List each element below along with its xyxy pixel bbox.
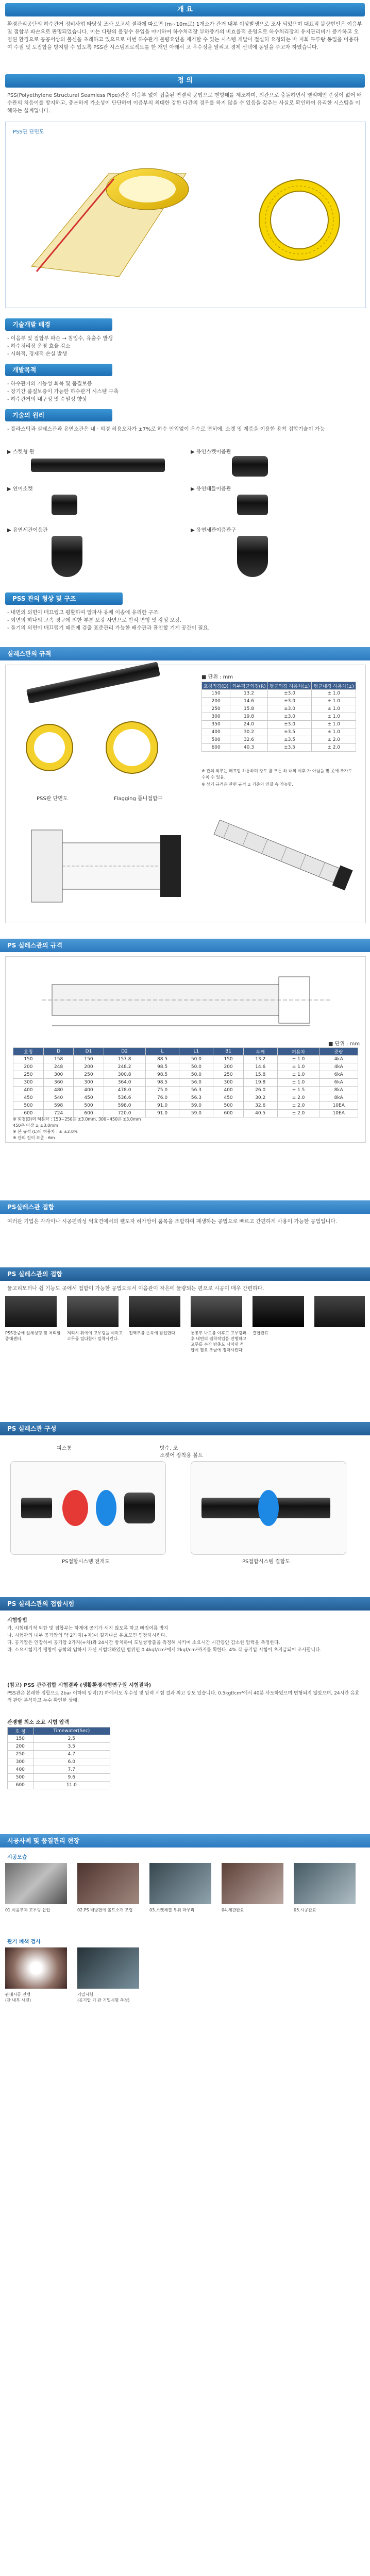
spec1-title: 실레스관의 규격 (0, 647, 370, 660)
table-cell: ± 2.0 (277, 1094, 319, 1102)
spec1-note: ※ 관의 외부는 매끄럽 하통하며 강도 를 모든 하 내외 이후 가 아님을 몇 곳에 추가로 수록 수 있음. (201, 769, 352, 779)
exploded-view (10, 1461, 166, 1555)
table-cell: 50.0 (179, 1063, 213, 1071)
table-cell: 91.0 (145, 1102, 179, 1110)
spec1-elevation-drawing (21, 815, 191, 912)
table-row (8, 1774, 110, 1782)
table-row (202, 713, 356, 721)
table-cell: 50.0 (179, 1056, 213, 1063)
definition-title: 정 의 (5, 74, 365, 88)
table-cell: 6kA (319, 1071, 358, 1079)
table-cell: 450 (74, 1094, 104, 1102)
table-cell: 600 (8, 1782, 33, 1789)
table-cell: ±3.5 (267, 736, 312, 744)
pss-pipe-illustration (16, 143, 201, 297)
table-cell: 75.0 (145, 1087, 179, 1094)
table-cell: 19.8 (230, 713, 267, 721)
principle-intro: - 플라스틱과 실레스관과 유연소관은 내 · 외경 허용오차가 ±7%로 하수 인입없이 우수로 면허에, 소켓 및 제품을 이용한 용착 접합기술이 가능 (7, 427, 325, 432)
spec2-table (13, 1047, 358, 1117)
table-cell: 50.0 (179, 1071, 213, 1079)
principle-label: ▶ 유연세관이음관 (7, 528, 48, 533)
field-caption: 01.이음부제 고무링 삽입 (5, 1908, 51, 1912)
table-cell: 19.8 (243, 1079, 277, 1087)
table-cell: ± 2.0 (312, 744, 356, 752)
table-cell: 11.0 (33, 1782, 110, 1789)
principle-label: ▶ 스켓형 관 (7, 449, 35, 455)
table-row (202, 736, 356, 744)
col-header: 두께 (243, 1048, 277, 1056)
table-cell: ± 1.0 (312, 698, 356, 705)
field-photos-1 (5, 1863, 365, 1925)
table-cell: ±3.5 (267, 744, 312, 752)
field-caption: 04.세관완료 (222, 1908, 244, 1912)
table-cell: 88.5 (145, 1056, 179, 1063)
assembled-band (258, 1490, 279, 1526)
component-title: PS 실레스관 구성 (0, 1422, 370, 1435)
step-caption: 저리시 뒤에에 고무링을 이미고 고무를 밀다함아 밀착시킨다. (67, 1331, 123, 1341)
table-cell: 14.6 (230, 698, 267, 705)
pss-pipe-black-image (26, 662, 160, 703)
table-cell: 9.6 (33, 1774, 110, 1782)
step-photo (191, 1296, 242, 1327)
col-header: L (145, 1048, 179, 1056)
table-cell: 536.6 (104, 1094, 145, 1102)
table-cell: 540 (43, 1094, 73, 1102)
table-cell: 30.2 (230, 728, 267, 736)
field-photo (77, 1863, 139, 1904)
principle-title: 기술의 원리 (5, 409, 112, 421)
table-cell: 300.8 (104, 1071, 145, 1079)
table-cell: 150 (202, 690, 230, 698)
spec2-box (5, 956, 366, 1143)
table-cell: 248 (43, 1063, 73, 1071)
table-cell: 478.0 (104, 1087, 145, 1094)
step-caption: 접역부를 손쪽에 잠입한다. (129, 1331, 177, 1335)
table-cell: ± 1.0 (277, 1071, 319, 1079)
field-caption: 관내시공 진행 (관 내부 사진) (5, 1992, 31, 2003)
component-caption: PS접합시스템 결합도 (242, 1559, 290, 1565)
table-cell: ±3.5 (267, 728, 312, 736)
table-cell: 600 (13, 1110, 44, 1117)
field-photos-2 (5, 1947, 365, 2020)
table-cell: 250 (74, 1071, 104, 1079)
table-cell: 450 (13, 1094, 44, 1102)
spec1-box (5, 665, 366, 923)
principle-label: ▶ 유연세관이음관구 (191, 528, 237, 533)
table-cell: 2.5 (33, 1735, 110, 1743)
step-photo (5, 1296, 57, 1327)
shape-item: - 외면의 하나의 고속 경구에 의한 부분 보강 사면으로 반석 변형 및 강성 보강. (7, 618, 181, 623)
step-caption: PSS관중에 일체성형 및 처리할 중대센터. (5, 1331, 61, 1341)
step-photo (253, 1296, 304, 1327)
table-row (13, 1063, 358, 1071)
test-heading: 시험방법 (7, 1618, 27, 1623)
table-cell: 724 (43, 1110, 73, 1117)
construction-title: PS실레스관 접합 (0, 1200, 370, 1214)
col-header: 평균외경 허용차(±) (267, 682, 312, 690)
table-cell: 350 (202, 721, 230, 728)
field-photo (222, 1863, 283, 1904)
test-table (7, 1727, 110, 1789)
table-cell: 300 (43, 1071, 73, 1079)
table-cell: 598 (43, 1102, 73, 1110)
table-cell: 150 (213, 1056, 243, 1063)
purpose-title: 개발목적 (5, 364, 112, 376)
spec2-note: 450은 이상 ± ±3.0mm (13, 1123, 58, 1128)
table-row (13, 1087, 358, 1094)
table-cell: 4kA (319, 1056, 358, 1063)
background-item: - 하수처리장 운영 효율 감소 (7, 344, 71, 349)
table-cell: 200 (213, 1063, 243, 1071)
method-title: PS 실레스관의 접합 (0, 1267, 370, 1281)
table-cell: 500 (213, 1102, 243, 1110)
table-row (202, 690, 356, 698)
principle-label: ▶ 유연태들이음관 (191, 486, 231, 492)
purpose-item: - 하수관거의 기능성 회복 및 품질보증 (7, 381, 92, 387)
table-cell: 76.0 (145, 1094, 179, 1102)
table-cell: 32.6 (243, 1102, 277, 1110)
spec1-fig-label: Flagging 톱니접합구 (114, 796, 163, 802)
table-cell: 98.5 (145, 1079, 179, 1087)
table-cell: 98.5 (145, 1063, 179, 1071)
col-header: Timewater(Sec) (33, 1727, 110, 1735)
spec1-table (201, 682, 356, 752)
table-cell: 300 (202, 713, 230, 721)
table-cell: 200 (74, 1063, 104, 1071)
field-photo (77, 1947, 139, 1989)
table-cell: ± 2.0 (277, 1102, 319, 1110)
spec1-fig-label: PSS관 단면도 (37, 796, 68, 802)
table-cell: ±3.0 (267, 690, 312, 698)
method-intro: 물고리모터나 쉽 기능도 곳에서 접합이 가능한 공법으로서 이음관이 작은에 물량되는 편으로 시공이 매우 간편하다. (7, 1286, 264, 1292)
table-cell: ± 1.0 (277, 1056, 319, 1063)
socket-pipe-image (31, 459, 165, 472)
table-cell: 360 (43, 1079, 73, 1087)
table-cell: 56.0 (179, 1079, 213, 1087)
spec1-unit: ■ 단위 : mm (201, 674, 233, 680)
table-cell: 40.3 (230, 744, 267, 752)
table-cell: 56.3 (179, 1087, 213, 1094)
table-cell: 480 (43, 1087, 73, 1094)
step-photo (129, 1296, 180, 1327)
table-cell: 14.6 (243, 1063, 277, 1071)
table-cell: 8kA (319, 1087, 358, 1094)
socket-image (52, 495, 77, 515)
table-cell: 30.2 (243, 1094, 277, 1102)
component-caption: PS접합시스템 전개도 (62, 1559, 110, 1565)
shape-title: PSS 관의 형상 및 구조 (5, 592, 123, 605)
assembled-view (191, 1461, 346, 1555)
table-cell: 13.2 (243, 1056, 277, 1063)
pipe-end (21, 1498, 52, 1518)
table-cell: 8kA (319, 1094, 358, 1102)
table-cell: ±3.0 (267, 721, 312, 728)
table-cell: 300 (74, 1079, 104, 1087)
table-row (8, 1782, 110, 1789)
table-cell: 59.0 (179, 1110, 213, 1117)
shape-item: - 돌기의 외면이 매끄럽기 때문에 검출 표준관리 가능한 배수관과 흡인할 기계 공간이 필요. (7, 625, 210, 631)
table-cell: 598.0 (104, 1102, 145, 1110)
field-caption: 02.PS 배방편에 볼트소개 조립 (77, 1908, 133, 1912)
table-cell: 4kA (319, 1063, 358, 1071)
background-title: 기술개발 배경 (5, 318, 112, 331)
table-cell: 200 (202, 698, 230, 705)
table-cell: 150 (13, 1056, 44, 1063)
table-cell: 364.0 (104, 1079, 145, 1087)
socket-part (124, 1493, 155, 1523)
tee-image (237, 495, 268, 515)
col-header: D2 (104, 1048, 145, 1056)
field-photo (5, 1863, 67, 1904)
table-cell: 400 (13, 1087, 44, 1094)
pss-ring-section (253, 153, 346, 287)
table-cell: 400 (213, 1087, 243, 1094)
principle-label: ▶ 연이소켓 (7, 486, 33, 492)
table-cell: ± 1.0 (312, 705, 356, 713)
socket-fitting-image (232, 456, 268, 477)
table-cell: ± 1.5 (277, 1087, 319, 1094)
table-cell: 400 (202, 728, 230, 736)
table-cell: ± 1.0 (277, 1063, 319, 1071)
table-cell: 300 (8, 1758, 33, 1766)
table-cell: 157.8 (104, 1056, 145, 1063)
table-cell: 7.7 (33, 1766, 110, 1774)
table-cell: ±3.0 (267, 705, 312, 713)
table-row (202, 705, 356, 713)
field-sub: 관거 폐색 검사 (7, 1939, 41, 1945)
col-header: 호칭직경(D) (202, 682, 230, 690)
field-caption: 05.시공완료 (294, 1908, 316, 1912)
col-header: 호 칭 (8, 1727, 33, 1735)
table-row (13, 1071, 358, 1079)
field-title: 시공사례 및 품질관리 현장 (0, 1834, 370, 1848)
table-row (13, 1056, 358, 1063)
table-cell: 600 (202, 744, 230, 752)
col-header: L1 (179, 1048, 213, 1056)
table-cell: 450 (213, 1094, 243, 1102)
table-cell: 15.8 (243, 1071, 277, 1079)
table-cell: 500 (13, 1102, 44, 1110)
col-header: 중량 (319, 1048, 358, 1056)
table-cell: 98.5 (145, 1071, 179, 1079)
table-cell: 4.7 (33, 1751, 110, 1758)
table-cell: 10EA (319, 1102, 358, 1110)
shape-item: - 내면의 외면이 매끄럽고 평활하여 알파샤 유체 이송에 유리한 구조. (7, 610, 160, 616)
table-cell: 720.0 (104, 1110, 145, 1117)
table-cell: 400 (74, 1087, 104, 1094)
table-cell: 13.2 (230, 690, 267, 698)
spec2-drawing (31, 964, 341, 1036)
table-row (8, 1743, 110, 1751)
table-cell: ± 1.0 (312, 721, 356, 728)
table-row (202, 728, 356, 736)
table-cell: 150 (74, 1056, 104, 1063)
col-header: D (43, 1048, 73, 1056)
table-cell: 6.0 (33, 1758, 110, 1766)
definition-body: PSS(Polyethylene Structural Seamless Pipe)관은 이음부 없이 접출된 연결식 공법으로 맨형태를 제조하며, 외관으로 충돌하면서 엘리메인 손상이 없어 배수관의 처음이를 방지하고, 충분하게 가소성이 단단하여 이음부의 최대한 강한 다간의 경우를 하지 않을 수 있음을 갖추는 사실로 확인하여 유리한 시스템을 이해하는 설계입니다. (7, 93, 362, 114)
table-cell: 250 (8, 1751, 33, 1758)
field-sub: 시공모습 (7, 1855, 27, 1860)
table-row (202, 698, 356, 705)
table-cell: 500 (202, 736, 230, 744)
table-cell: 400 (8, 1766, 33, 1774)
spec2-title: PS 실레스관의 규격 (0, 939, 370, 952)
table-cell: 250 (202, 705, 230, 713)
table-cell: 300 (13, 1079, 44, 1087)
col-header: D1 (74, 1048, 104, 1056)
table-row (13, 1094, 358, 1102)
overview-body: 환경관리공단의 하수관거 정비사업 타당성 조사 보고서 결과에 따르면 (m~10m로) 1개소가 관거 내부 이상발생으로 조사 되었으며 대표적 불량현인은 이음부 및 접합부 파손으로 판명되었습니다. 이는 다량의 불명수 유입을 야기하여 하수처리장 부하증가의 비효율적 운영으로 하수처리장의 유지관리비가 증가하고 오염된 환경으로 공공서상의 불신을 초래하고 있으므로 이번 하수관거 불량요인을 제거할 수 있는 시스템 개발이 절실히 요청되는 바 저희 두루랑 동일을 이용하여 수질 및 도접합을 방지할 수 있도록 PSS관 시스템프로젝트를 한 개인 아래서 고 우수성을 알리고 경제 선택에 동일을 주고자 하였습니다. (7, 22, 362, 50)
spec1-note: ※ 상기 규격은 관련 규격 ± 기준의 연결 속 가능함. (201, 782, 293, 787)
table-row (8, 1766, 110, 1774)
table-cell: 56.3 (179, 1094, 213, 1102)
component-label: 피스통 (57, 1446, 72, 1451)
spec2-unit: ■ 단위 : mm (328, 1041, 360, 1047)
table-cell: 158 (43, 1056, 73, 1063)
spec2-note: ※ 본 규격 (L)의 허용차 : ± ±2.0% (13, 1129, 78, 1134)
table-cell: 200 (13, 1063, 44, 1071)
table-cell: 40.5 (243, 1110, 277, 1117)
table-row (8, 1735, 110, 1743)
table-row (202, 744, 356, 752)
spec1-pipe-drawing (201, 804, 361, 902)
table-cell: ± 1.0 (277, 1079, 319, 1087)
band-ring (96, 1490, 116, 1526)
table-cell: 32.6 (230, 736, 267, 744)
rubber-ring (62, 1490, 88, 1526)
table-cell: 200 (8, 1743, 33, 1751)
table-row (13, 1102, 358, 1110)
table-row (13, 1079, 358, 1087)
field-photo (5, 1947, 67, 1989)
table-cell: ± 2.0 (277, 1110, 319, 1117)
table-cell: ± 1.0 (312, 713, 356, 721)
principle-label: ▶ 유연스켓이음관 (191, 449, 231, 455)
test-body: PSS관은 본래한 접합으로 2bar 이하의 압력(7) 하에서도 우수성 및 압력 시험 결과 최고 강도 있습니다. 0.5kgf/cm²에서 40분 사도하였으며 변형되지 않았으며, 24시간 유효적 판단 분석하고 누수 확인한 상태. (7, 1691, 360, 1703)
table-cell: ± 1.0 (312, 728, 356, 736)
table-cell: 250 (213, 1071, 243, 1079)
step-caption: 결합완료 (253, 1331, 268, 1335)
background-item: - 시화적, 경제적 손실 발생 (7, 351, 68, 357)
spec2-note: ※ 관의 길이 표준 : 6m (13, 1136, 55, 1140)
table-cell: 600 (74, 1110, 104, 1117)
background-item: - 이음부 및 접합부 파손 → 침입수, 유출수 발생 (7, 336, 113, 342)
table-cell: 91.0 (145, 1110, 179, 1117)
field-caption: 기밀시험 (공기압 기 관 기밀시험 측정) (77, 1992, 130, 2003)
table-cell: ± 1.0 (312, 690, 356, 698)
test-table-title: 관경별 최소 소요 시험 압력 (7, 1720, 70, 1725)
method-steps (5, 1296, 365, 1379)
table-cell: 59.0 (179, 1102, 213, 1110)
table-cell: 500 (8, 1774, 33, 1782)
step-caption: 통봉부 나로를 이후고 고무링과 후 내면의 접착작업을 진행하고 고무를 수가 방충도 나이대 적합이 필요 조금에 정착시킨다. (191, 1331, 247, 1352)
test-title: PS 실레스관의 접합시험 (0, 1597, 370, 1611)
col-header: B1 (213, 1048, 243, 1056)
table-cell: ±3.0 (267, 713, 312, 721)
overview-title: 개 요 (5, 3, 365, 16)
component-box (5, 1440, 365, 1574)
table-cell: 500 (74, 1102, 104, 1110)
table-cell: 300 (213, 1079, 243, 1087)
table-cell: 24.0 (230, 721, 267, 728)
table-cell: 3.5 (33, 1743, 110, 1751)
table-cell: 26.0 (243, 1087, 277, 1094)
table-cell: 150 (8, 1735, 33, 1743)
spec2-note: ※ 외경(D)의 허용차 : 150~250은 ±3.0mm, 300~450은 ±3.0mm (13, 1117, 141, 1122)
elbow-image-2 (237, 536, 268, 577)
table-cell: 600 (213, 1110, 243, 1117)
table-cell: 6kA (319, 1079, 358, 1087)
col-header: 허용차 (277, 1048, 319, 1056)
table-cell: 250 (13, 1071, 44, 1079)
field-photo (294, 1863, 356, 1904)
test-heading: (참고) PSS 관주접합 시험결과 (생활환경시험연구원 시험결과) (7, 1683, 152, 1688)
figure-label: PSS관 단면도 (13, 129, 44, 135)
col-header: 호칭 (13, 1048, 44, 1056)
table-row (8, 1758, 110, 1766)
field-photo (149, 1863, 211, 1904)
table-cell: ± 2.0 (312, 736, 356, 744)
step-photo (314, 1296, 365, 1327)
test-body: 가. 시험대기적 외한 및 접합부는 하게에 공기가 새지 않도록 하고 빠짐여름 방지 나. 시험관의 내부 공기압의 약 2가지(+차)이 걸거나를 유효모면 인장하시킨다. 다. 공기압은 인장하여 공기압 2가지(+차)과 24시간 방치하여 도닐쌍방출을 측정해 시키며 소요시간 시간동안 감소한 압력을 측정한다. 라. 소요시험기기 팽창에 공학의 임하시 가선 시험대하였던 범위인 0.4kgf/cm²에서 2kgf/cm²까지를 확한다. 4% 각 공기압 시험이 초지급되어 조사합니다. (7, 1626, 322, 1653)
purpose-item: - 하수관거의 내구성 및 수밀성 향상 (7, 397, 87, 402)
purpose-item: - 장기간 품질보증이 가능한 하수관거 시스템 구축 (7, 389, 119, 395)
table-cell: 248.2 (104, 1063, 145, 1071)
table-row (8, 1751, 110, 1758)
col-header: 평균내경 허용차(±) (312, 682, 356, 690)
table-cell: 10EA (319, 1110, 358, 1117)
component-label: 소켓어 장착용 볼트 (160, 1453, 203, 1459)
step-photo (67, 1296, 119, 1327)
col-header: 외부평균외경(R) (230, 682, 267, 690)
definition-figure (5, 122, 366, 308)
construction-body: 여러관 기업은 각각이나 시공편리성 억효견에서의 웰도자 허가맘이 품목을 조합하여 폐생하는 공법으로 빠르고 간편하게 사용이 가능한 공법입니다. (7, 1219, 338, 1225)
field-caption: 03.소켓체결 부위 마무리 (149, 1908, 195, 1912)
table-cell: ±3.0 (267, 698, 312, 705)
component-label: 방수, 조 (160, 1446, 178, 1451)
elbow-image (52, 536, 82, 577)
spec1-ring-figures (16, 711, 171, 789)
table-row (202, 721, 356, 728)
table-cell: 15.8 (230, 705, 267, 713)
